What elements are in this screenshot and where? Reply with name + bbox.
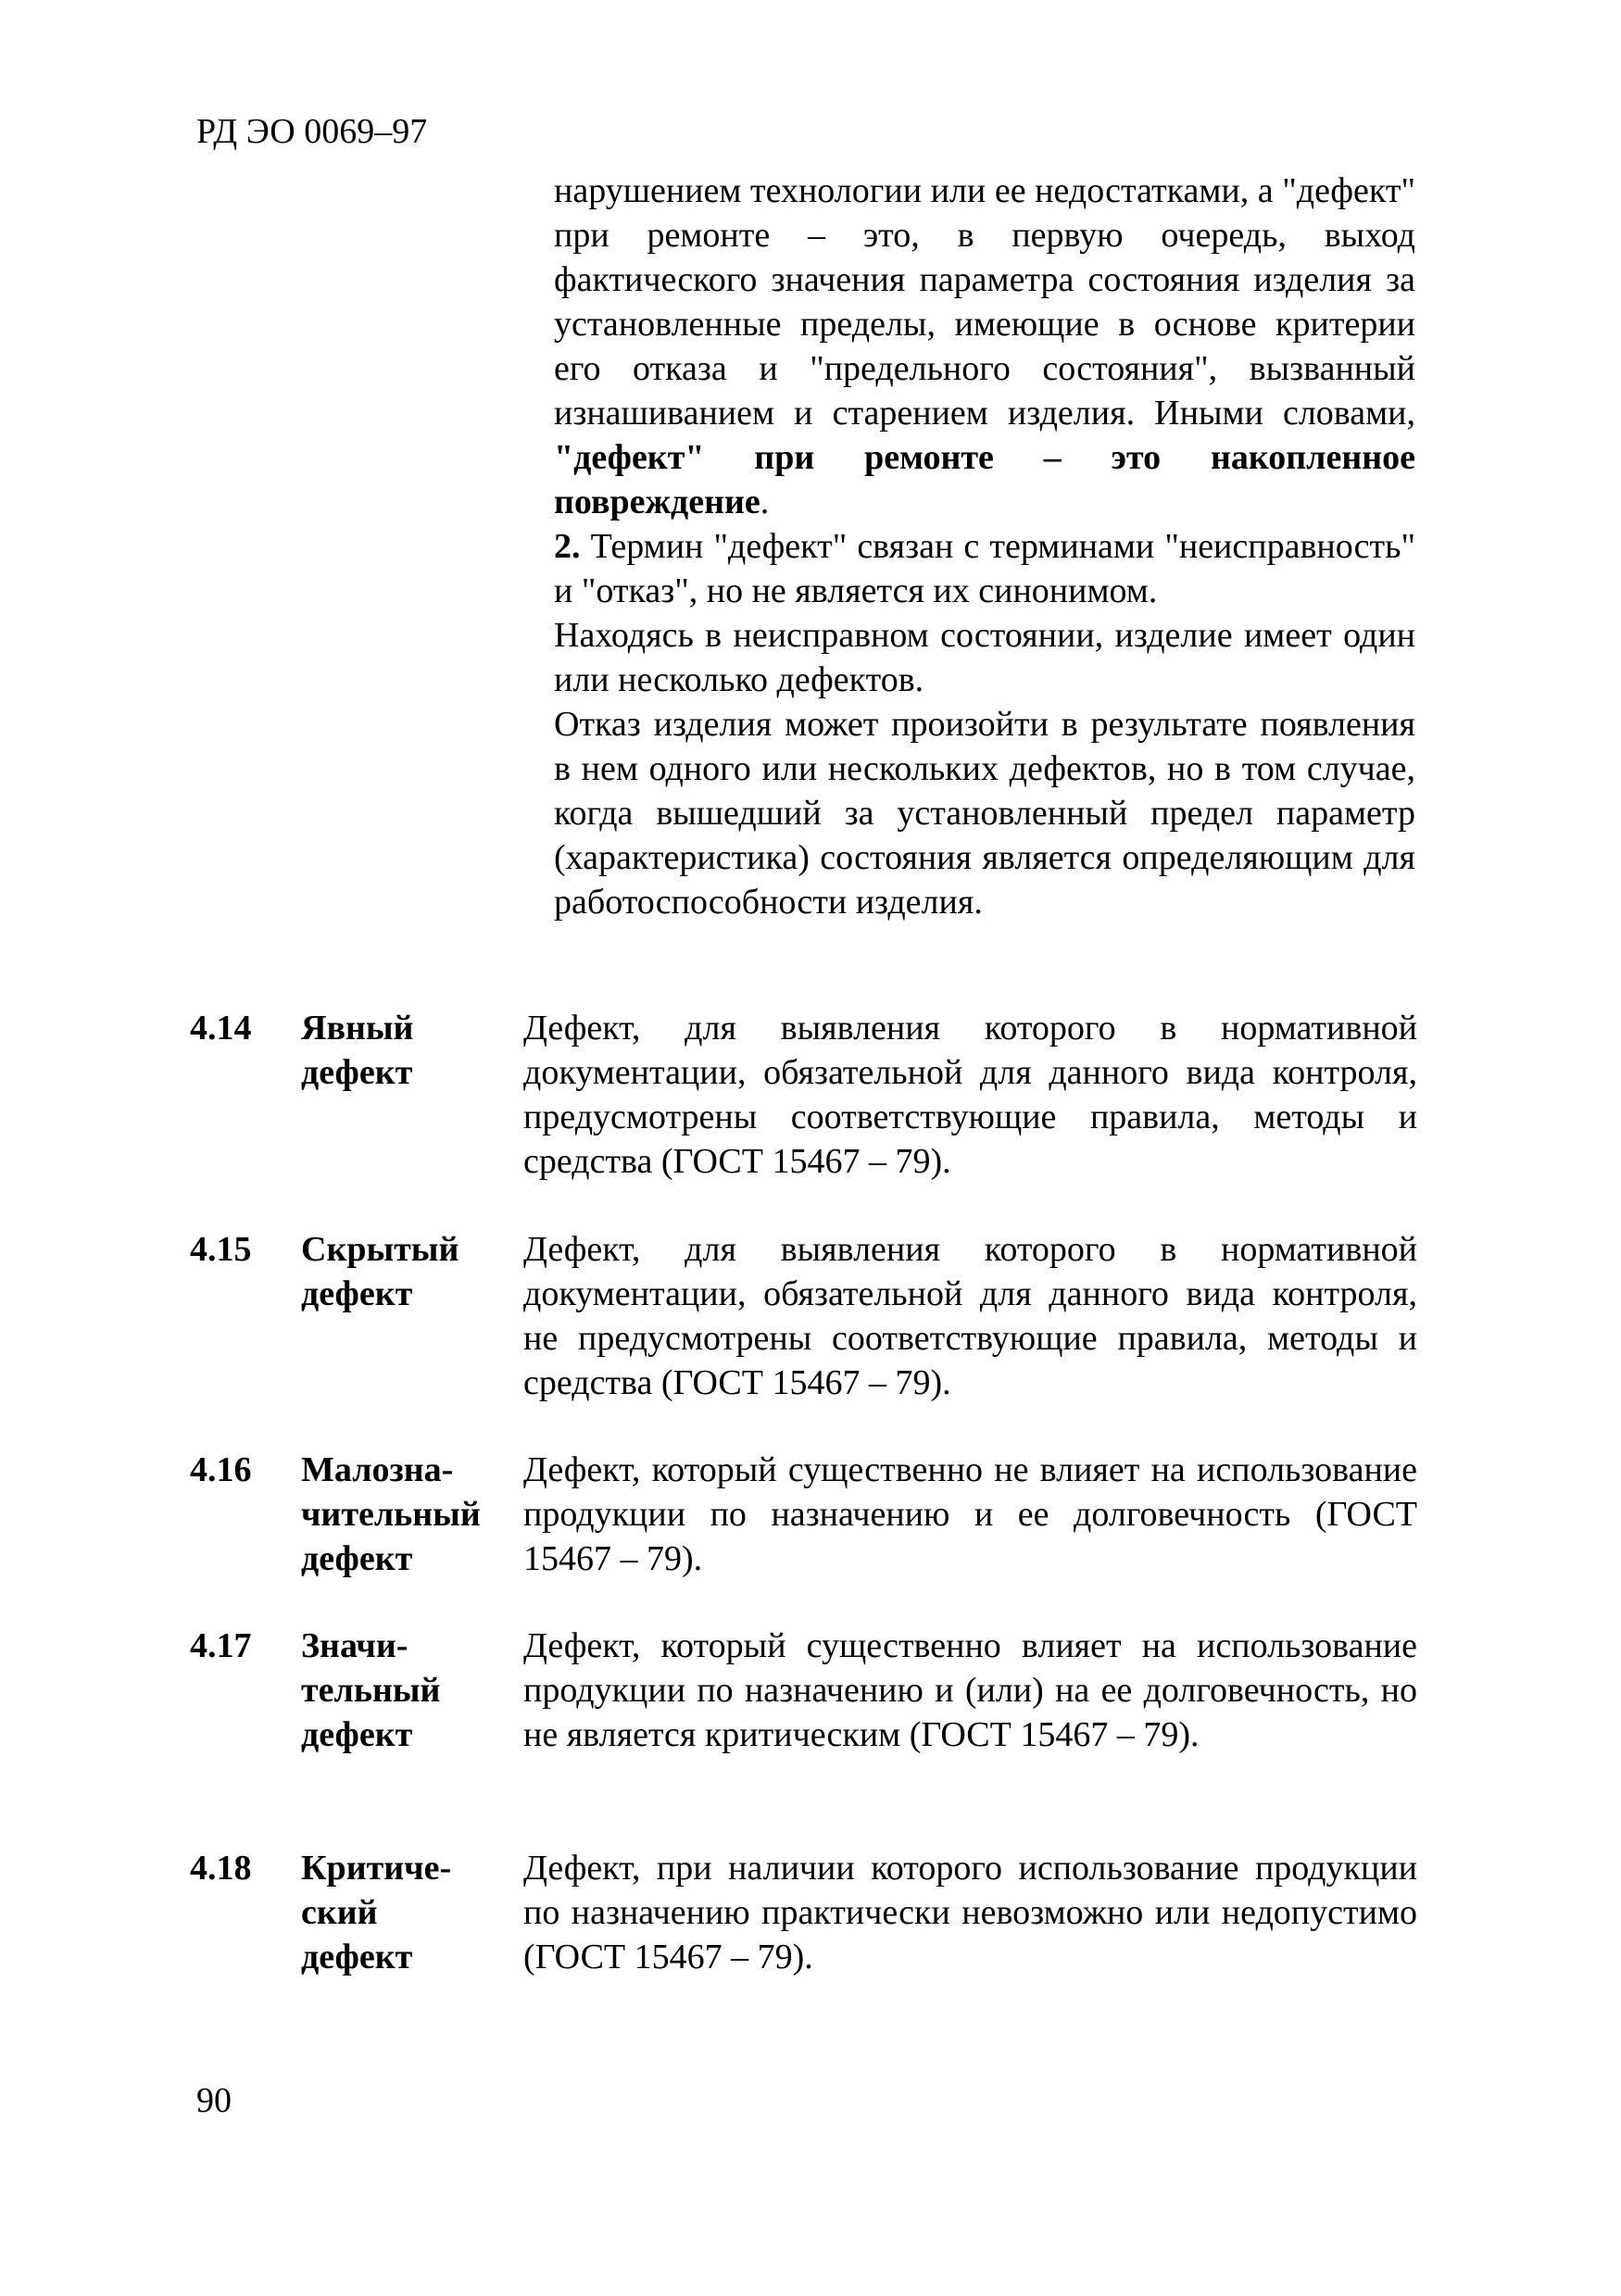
page-number: 90 — [196, 2081, 232, 2120]
entry-definition: Дефект, при наличии которого использование продукции по назначению практически невозможно или недопустимо (ГОСТ 15467 – 79). — [523, 1849, 1417, 1976]
note-paragraph-1-bold: "дефект" при ремонте – это накопленное повреждение — [554, 438, 1415, 521]
entry-number: 4.14 — [190, 1009, 252, 1048]
note-item-number: 2. — [554, 527, 581, 566]
term-entry-4-18 — [190, 1846, 1422, 1979]
term-entry-4-15 — [190, 1227, 1422, 1405]
entry-number: 4.16 — [190, 1450, 252, 1489]
entry-definition: Дефект, для выявления которого в нормативной документации, обязательной для данного вида контроля, предусмотрены соответствующие правила, методы и средства (ГОСТ 15467 – 79). — [523, 1009, 1417, 1181]
note-paragraph-1-text: нарушением технологии или ее недостатками, а "дефект" при ремонте – это, в первую очередь, выход фактического значения параметра состояния изделия за установленные пределы, имеющие в основе критерии его отказа и "предельного состояния", вызванный изнашиванием и старением изделия. Иными словами, — [554, 171, 1415, 433]
term-entry-4-16 — [190, 1448, 1422, 1581]
term-entry-4-17 — [190, 1624, 1422, 1757]
entry-number: 4.15 — [190, 1230, 252, 1269]
note-paragraph-2-text: Термин "дефект" связан с терминами "неисправность" и "отказ", но не является их синонимом. — [554, 527, 1415, 610]
note-paragraph-3: Находясь в неисправном состоянии, изделие имеет один или несколько дефектов. — [554, 616, 1415, 699]
entry-term: Критиче- ский дефект — [301, 1849, 452, 1976]
entry-term: Явный дефект — [301, 1009, 414, 1092]
entry-definition: Дефект, который существенно не влияет на использование продукции по назначению и ее долговечность (ГОСТ 15467 – 79). — [523, 1450, 1417, 1578]
note-paragraph-2 — [554, 524, 1415, 613]
note-paragraph-1-end: . — [760, 483, 770, 521]
note-paragraph-1 — [554, 169, 1415, 524]
entry-number: 4.18 — [190, 1849, 252, 1888]
note-continuation — [554, 169, 1415, 924]
entry-definition: Дефект, который существенно влияет на использование продукции по назначению и (или) на ее долговечность, но не является критическим (ГОСТ 15467 – 79). — [523, 1626, 1417, 1754]
document-code-header: РД ЭО 0069–97 — [196, 112, 428, 151]
note-paragraph-4: Отказ изделия может произойти в результате появления в нем одного или нескольких дефектов, но в том случае, когда вышедший за установленный предел параметр (характеристика) состояния является определяющим для работоспособности изделия. — [554, 705, 1415, 922]
entry-number: 4.17 — [190, 1626, 252, 1665]
entry-term: Скрытый дефект — [301, 1230, 459, 1313]
entry-term: Значи- тельный дефект — [301, 1626, 441, 1754]
entry-definition: Дефект, для выявления которого в нормативной документации, обязательной для данного вида контроля, не предусмотрены соответствующие правила, методы и средства (ГОСТ 15467 – 79). — [523, 1230, 1417, 1402]
term-entry-4-14 — [190, 1006, 1422, 1184]
entry-term: Малозна- чительный дефект — [301, 1450, 481, 1578]
